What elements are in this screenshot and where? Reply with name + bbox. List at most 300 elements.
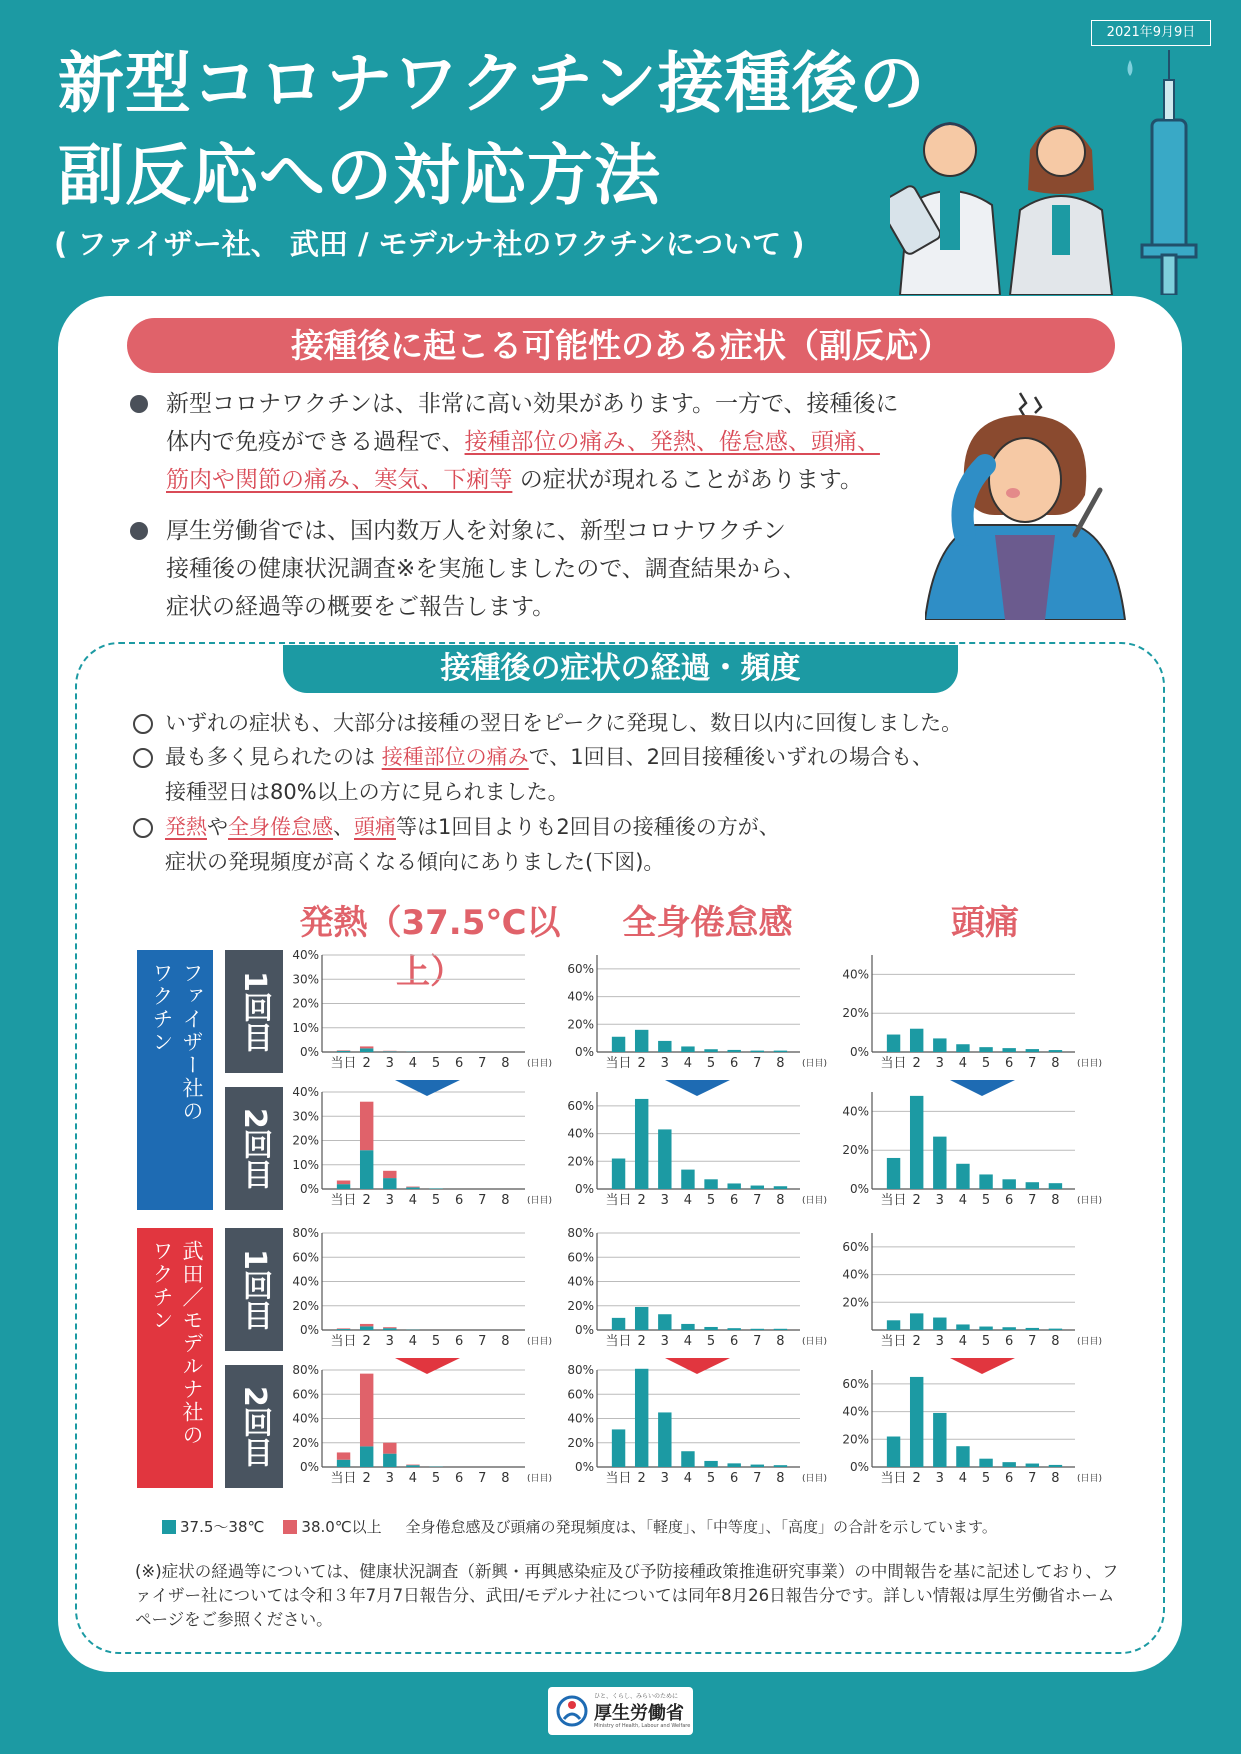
x-tick-label: 3 [385, 1193, 394, 1208]
bullet-circle-icon [133, 818, 153, 838]
x-tick-label: 7 [753, 1056, 762, 1071]
bar [1002, 1179, 1015, 1189]
y-tick-label: 10% [292, 1157, 319, 1172]
bar [658, 1129, 671, 1189]
bar-chart-9 [840, 1228, 1103, 1349]
x-tick-label: 8 [1051, 1193, 1060, 1208]
bar [1049, 1050, 1062, 1052]
y-tick-label: 20% [292, 996, 319, 1011]
x-tick-label: 当日 [330, 1334, 357, 1349]
x-tick-label: 6 [455, 1193, 464, 1208]
symptom-highlight: 接種部位の痛み [381, 745, 529, 769]
x-tick-label: 5 [981, 1056, 991, 1071]
bar-high [360, 1324, 373, 1326]
bar [727, 1050, 740, 1052]
x-tick-label: 5 [431, 1471, 441, 1486]
p2-line-c: 症状の経過等の概要をご報告します。 [166, 594, 556, 620]
x-tick-label: 8 [776, 1334, 785, 1349]
x-tick-label: 8 [776, 1193, 785, 1208]
y-tick-label: 40% [842, 1104, 869, 1119]
y-tick-label: 60% [842, 1376, 869, 1391]
x-tick-label: 当日 [605, 1334, 632, 1349]
bar [933, 1318, 946, 1330]
bar-low [360, 1446, 373, 1467]
bar-low [337, 1184, 350, 1189]
x-tick-label: 6 [730, 1056, 739, 1071]
bar-low [383, 1051, 396, 1052]
bar [887, 1035, 900, 1052]
dose-label-moderna-2: 2回目 [225, 1365, 283, 1488]
y-tick-label: 40% [292, 948, 319, 962]
bar [1026, 1049, 1039, 1052]
x-tick-label: 2 [362, 1334, 371, 1349]
x-tick-label: 5 [431, 1334, 441, 1349]
bar [704, 1179, 717, 1189]
y-tick-label: 60% [567, 961, 594, 976]
y-tick-label: 40% [567, 1411, 594, 1426]
y-tick-label: 20% [842, 1006, 869, 1021]
x-tick-label: 2 [362, 1056, 371, 1071]
x-tick-label: 3 [660, 1193, 669, 1208]
bar-low [360, 1326, 373, 1330]
x-tick-label: 当日 [605, 1056, 632, 1071]
dose-label-pfizer-2: 2回目 [225, 1087, 283, 1210]
p1-line-b: 体内で免疫ができる過程で、接種部位の痛み、発熱、倦怠感、頭痛、 [166, 429, 880, 455]
bar [635, 1099, 648, 1189]
x-unit-label: (日目) [527, 1196, 553, 1206]
y-tick-label: 20% [842, 1143, 869, 1158]
section2-heading: 接種後の症状の経過・頻度 [283, 645, 958, 693]
bar [910, 1029, 923, 1052]
bullet-circle-icon [133, 748, 153, 768]
bar-low [383, 1454, 396, 1467]
x-tick-label: 5 [431, 1056, 441, 1071]
bar [704, 1327, 717, 1330]
p2-line-a: 厚生労働省では、国内数万人を対象に、新型コロナワクチン [166, 518, 786, 544]
bar-chart-7 [290, 1226, 553, 1349]
x-tick-label: 3 [660, 1471, 669, 1486]
bar [751, 1051, 764, 1052]
y-tick-label: 80% [292, 1363, 319, 1377]
bullet-circle-icon [133, 714, 153, 734]
x-tick-label: 8 [1051, 1334, 1060, 1349]
bar-high [360, 1046, 373, 1048]
bar-chart-4 [290, 1085, 553, 1208]
mhlw-logo [548, 1687, 693, 1735]
legend-low: 37.5〜38℃ [180, 1518, 265, 1536]
x-tick-label: 2 [637, 1056, 646, 1071]
x-tick-label: 当日 [330, 1471, 357, 1486]
bar [704, 1049, 717, 1052]
bar [774, 1329, 787, 1330]
chart-title-fatigue: 全身倦怠感 [622, 903, 793, 943]
bar [681, 1451, 694, 1467]
bar [887, 1158, 900, 1189]
bar-high [337, 1328, 350, 1329]
y-tick-label: 0% [849, 1045, 869, 1059]
title-line-2: 副反応への対応方法 [58, 137, 661, 214]
x-tick-label: 4 [958, 1471, 968, 1486]
result-bullet-1: いずれの症状も、大部分は接種の翌日をピークに発現し、数日以内に回復しました。 [133, 706, 962, 741]
medical-staff-illustration [890, 40, 1210, 295]
bar-chart-6 [840, 1087, 1103, 1208]
bar [979, 1174, 992, 1189]
x-tick-label: 6 [455, 1056, 464, 1071]
y-tick-label: 20% [567, 1435, 594, 1450]
x-tick-label: 当日 [880, 1471, 907, 1486]
x-tick-label: 3 [935, 1471, 944, 1486]
x-tick-label: 2 [362, 1471, 371, 1486]
mhlw-logo-icon [556, 1695, 588, 1727]
logo-tagline: ひと、くらし、みらいのために [594, 1693, 679, 1700]
bar [887, 1320, 900, 1330]
y-tick-label: 20% [567, 1154, 594, 1169]
y-tick-label: 0% [574, 1460, 594, 1474]
x-tick-label: 3 [935, 1056, 944, 1071]
y-tick-label: 0% [574, 1182, 594, 1196]
section1-paragraph-2 [130, 512, 806, 626]
x-tick-label: 当日 [880, 1056, 907, 1071]
x-tick-label: 7 [1028, 1471, 1037, 1486]
page-title [58, 38, 926, 222]
chart-title-headache: 頭痛 [951, 903, 1019, 943]
x-tick-label: 6 [730, 1471, 739, 1486]
x-tick-label: 6 [1005, 1193, 1014, 1208]
symptom-highlight: 筋肉や関節の痛み、寒気、下痢等 [166, 467, 513, 493]
x-tick-label: 7 [1028, 1193, 1037, 1208]
bar [774, 1186, 787, 1189]
bar-high [337, 1181, 350, 1185]
y-tick-label: 0% [849, 1460, 869, 1474]
bar [727, 1463, 740, 1467]
bar-low [337, 1051, 350, 1052]
x-unit-label: (日目) [1077, 1474, 1103, 1484]
x-unit-label: (日目) [527, 1474, 553, 1484]
x-tick-label: 8 [776, 1471, 785, 1486]
y-tick-label: 60% [842, 1239, 869, 1254]
symptom-highlight: 全身倦怠感 [228, 815, 333, 839]
x-tick-label: 2 [362, 1193, 371, 1208]
title-line-1: 新型コロナワクチン接種後の [58, 45, 926, 122]
sick-woman-illustration [925, 385, 1135, 620]
x-tick-label: 4 [408, 1471, 418, 1486]
p1-line-c: 筋肉や関節の痛み、寒気、下痢等 の症状が現れることがあります。 [166, 467, 863, 493]
x-unit-label: (日目) [1077, 1196, 1103, 1206]
y-tick-label: 60% [567, 1387, 594, 1402]
x-tick-label: 当日 [605, 1471, 632, 1486]
x-tick-label: 7 [478, 1334, 487, 1349]
bar [1049, 1329, 1062, 1330]
y-tick-label: 20% [842, 1432, 869, 1447]
p1-line-a: 新型コロナワクチンは、非常に高い効果があります。一方で、接種後に [166, 391, 899, 417]
bar-chart-3 [840, 950, 1103, 1071]
y-tick-label: 60% [292, 1250, 319, 1265]
x-tick-label: 5 [431, 1193, 441, 1208]
dose-label-moderna-1: 1回目 [225, 1228, 283, 1351]
bar [1002, 1327, 1015, 1330]
bar [635, 1307, 648, 1330]
bar [635, 1369, 648, 1467]
x-tick-label: 2 [637, 1193, 646, 1208]
x-tick-label: 8 [776, 1056, 785, 1071]
bar [979, 1047, 992, 1052]
x-tick-label: 2 [637, 1471, 646, 1486]
x-unit-label: (日目) [527, 1059, 553, 1069]
bar [612, 1318, 625, 1330]
bar-low [360, 1048, 373, 1052]
y-tick-label: 40% [567, 1274, 594, 1289]
vendor-label-moderna: 武田／モデルナ社の ワクチン [137, 1228, 213, 1488]
x-tick-label: 2 [912, 1056, 921, 1071]
bar [635, 1030, 648, 1052]
y-tick-label: 80% [567, 1363, 594, 1377]
doctor-man-icon [890, 122, 1000, 295]
bar [612, 1429, 625, 1467]
bar-chart-1 [290, 948, 553, 1071]
bar [658, 1041, 671, 1052]
bar-chart-5 [565, 1087, 828, 1208]
symptom-highlight: 頭痛 [354, 815, 396, 839]
y-tick-label: 40% [567, 1126, 594, 1141]
date-label: 2021年9月9日 [1091, 20, 1211, 46]
x-tick-label: 4 [683, 1193, 693, 1208]
bar [612, 1037, 625, 1052]
symptom-highlight: 接種部位の痛み、発熱、倦怠感、頭痛、 [464, 429, 880, 455]
x-tick-label: 7 [1028, 1334, 1037, 1349]
bar [979, 1459, 992, 1467]
bar [956, 1164, 969, 1189]
doctor-woman-icon [1010, 125, 1112, 295]
y-tick-label: 20% [292, 1133, 319, 1148]
x-tick-label: 5 [706, 1471, 716, 1486]
bar [1049, 1465, 1062, 1467]
x-tick-label: 3 [935, 1334, 944, 1349]
legend-note: 全身倦怠感及び頭痛の発現頻度は、「軽度」、「中等度」、「高度」の合計を示しています。 [405, 1518, 997, 1536]
x-tick-label: 6 [1005, 1056, 1014, 1071]
x-tick-label: 6 [730, 1193, 739, 1208]
bar [1049, 1183, 1062, 1189]
x-tick-label: 4 [408, 1334, 418, 1349]
x-unit-label: (日目) [802, 1059, 828, 1069]
y-tick-label: 0% [299, 1182, 319, 1196]
bar-high [406, 1187, 419, 1188]
y-tick-label: 80% [567, 1226, 594, 1240]
x-tick-label: 3 [385, 1056, 394, 1071]
legend-swatch-low [162, 1520, 176, 1534]
y-tick-label: 0% [849, 1182, 869, 1196]
bar [658, 1314, 671, 1330]
bar [956, 1324, 969, 1330]
x-tick-label: 6 [1005, 1334, 1014, 1349]
vendor-label-pfizer: ファイザー社の ワクチン [137, 950, 213, 1210]
bar [727, 1328, 740, 1330]
bar-high [383, 1327, 396, 1328]
bar-high [337, 1452, 350, 1459]
y-tick-label: 0% [574, 1323, 594, 1337]
x-unit-label: (日目) [802, 1337, 828, 1347]
bar-high [360, 1102, 373, 1151]
y-tick-label: 60% [567, 1250, 594, 1265]
bar-low [337, 1460, 350, 1467]
bar-chart-11 [565, 1363, 828, 1486]
bar-chart-10 [290, 1363, 553, 1486]
x-tick-label: 4 [683, 1056, 693, 1071]
bar-chart-12 [840, 1365, 1103, 1486]
y-tick-label: 40% [292, 1411, 319, 1426]
bar [887, 1437, 900, 1467]
bar [681, 1170, 694, 1189]
bar [681, 1046, 694, 1052]
x-tick-label: 5 [981, 1193, 991, 1208]
result-bullet-3: 発熱や全身倦怠感、頭痛等は1回目よりも2回目の接種後の方が、 症状の発現頻度が高くなる傾向にありました(下図)。 [133, 810, 780, 880]
result-bullet-2: 最も多く見られたのは 接種部位の痛みで、1回目、2回目接種後いずれの場合も、 接種翌日は80%以上の方に見られました。 [133, 740, 933, 810]
y-tick-label: 40% [292, 1274, 319, 1289]
x-tick-label: 8 [1051, 1471, 1060, 1486]
y-tick-label: 0% [299, 1323, 319, 1337]
x-tick-label: 6 [1005, 1471, 1014, 1486]
bar-low [406, 1187, 419, 1189]
bar [658, 1412, 671, 1467]
y-tick-label: 0% [299, 1460, 319, 1474]
bar-high [406, 1465, 419, 1466]
y-tick-label: 40% [567, 989, 594, 1004]
x-tick-label: 5 [981, 1471, 991, 1486]
x-tick-label: 8 [501, 1471, 510, 1486]
x-tick-label: 7 [753, 1334, 762, 1349]
section1-paragraph-1 [130, 385, 899, 499]
x-unit-label: (日目) [1077, 1059, 1103, 1069]
bar [681, 1324, 694, 1330]
x-unit-label: (日目) [527, 1337, 553, 1347]
bar [933, 1413, 946, 1467]
bar [979, 1327, 992, 1330]
legend-high: 38.0℃以上 [301, 1518, 382, 1536]
p2-line-b: 接種後の健康状況調査※を実施しましたので、調査結果から、 [166, 556, 806, 582]
x-tick-label: 当日 [330, 1193, 357, 1208]
x-tick-label: 3 [660, 1334, 669, 1349]
logo-english: Ministry of Health, Labour and Welfare [594, 1723, 691, 1729]
legend-swatch-high [283, 1520, 297, 1534]
x-tick-label: 当日 [330, 1056, 357, 1071]
y-tick-label: 30% [292, 972, 319, 987]
y-tick-label: 40% [842, 1267, 869, 1282]
bar-high [360, 1374, 373, 1447]
x-tick-label: 5 [706, 1056, 716, 1071]
chart-title-fever: 発熱（37.5℃以上） [299, 903, 561, 992]
y-tick-label: 10% [292, 1020, 319, 1035]
x-tick-label: 3 [935, 1193, 944, 1208]
y-tick-label: 20% [567, 1298, 594, 1313]
bar [774, 1051, 787, 1052]
bar [751, 1465, 764, 1467]
x-tick-label: 4 [683, 1334, 693, 1349]
x-tick-label: 3 [385, 1334, 394, 1349]
bar [751, 1186, 764, 1189]
x-tick-label: 4 [683, 1471, 693, 1486]
y-tick-label: 20% [567, 1017, 594, 1032]
x-tick-label: 3 [385, 1471, 394, 1486]
bar [910, 1096, 923, 1189]
bar-low [360, 1150, 373, 1189]
x-tick-label: 2 [912, 1193, 921, 1208]
x-tick-label: 2 [637, 1334, 646, 1349]
bar [933, 1038, 946, 1052]
x-tick-label: 6 [455, 1471, 464, 1486]
bar-chart-2 [565, 950, 828, 1071]
symptom-highlight: 発熱 [165, 815, 207, 839]
x-tick-label: 2 [912, 1471, 921, 1486]
x-tick-label: 8 [1051, 1056, 1060, 1071]
y-tick-label: 60% [292, 1387, 319, 1402]
footnote: (※)症状の経過等については、健康状況調査（新興・再興感染症及び予防接種政策推進研究事業）の中間報告を基に記述しており、ファイザー社については令和３年7月7日報告分、武田/モデルナ社については同年8月26日報告分です。詳しい情報は厚生労働省ホームページをご参照ください。 [135, 1562, 1119, 1629]
logo-name: 厚生労働省 [594, 1703, 684, 1724]
y-tick-label: 80% [292, 1226, 319, 1240]
x-unit-label: (日目) [802, 1196, 828, 1206]
x-tick-label: 当日 [880, 1193, 907, 1208]
bullet-dot-icon [130, 395, 148, 413]
bar [704, 1461, 717, 1467]
y-tick-label: 40% [292, 1085, 319, 1099]
x-tick-label: 2 [912, 1334, 921, 1349]
x-tick-label: 当日 [605, 1193, 632, 1208]
bar [910, 1313, 923, 1330]
x-tick-label: 6 [455, 1334, 464, 1349]
bar [956, 1044, 969, 1052]
x-tick-label: 6 [730, 1334, 739, 1349]
syringe-icon [1128, 50, 1197, 295]
x-tick-label: 7 [478, 1193, 487, 1208]
y-tick-label: 30% [292, 1109, 319, 1124]
bar [956, 1446, 969, 1467]
bar [1002, 1048, 1015, 1052]
y-tick-label: 0% [574, 1045, 594, 1059]
x-tick-label: 8 [501, 1334, 510, 1349]
bar-low [406, 1465, 419, 1467]
y-tick-label: 40% [842, 967, 869, 982]
x-tick-label: 3 [660, 1056, 669, 1071]
x-tick-label: 4 [958, 1334, 968, 1349]
x-tick-label: 8 [501, 1056, 510, 1071]
bar [774, 1465, 787, 1467]
bullet-dot-icon [130, 522, 148, 540]
x-unit-label: (日目) [1077, 1337, 1103, 1347]
x-tick-label: 5 [706, 1334, 716, 1349]
x-tick-label: 当日 [880, 1334, 907, 1349]
x-tick-label: 4 [958, 1056, 968, 1071]
bar [751, 1329, 764, 1330]
y-tick-label: 0% [299, 1045, 319, 1059]
bar-high [383, 1443, 396, 1454]
x-tick-label: 8 [501, 1193, 510, 1208]
bar [612, 1159, 625, 1189]
x-tick-label: 7 [753, 1471, 762, 1486]
x-tick-label: 4 [958, 1193, 968, 1208]
x-tick-label: 7 [478, 1471, 487, 1486]
y-tick-label: 20% [292, 1298, 319, 1313]
bar-low [383, 1328, 396, 1330]
x-tick-label: 7 [478, 1056, 487, 1071]
bar [933, 1137, 946, 1189]
bar [910, 1377, 923, 1467]
dose-label-pfizer-1: 1回目 [225, 950, 283, 1073]
y-tick-label: 20% [292, 1435, 319, 1450]
bar [727, 1183, 740, 1189]
bar-high [383, 1171, 396, 1178]
y-tick-label: 60% [567, 1098, 594, 1113]
chart-legend [162, 1516, 997, 1537]
x-tick-label: 7 [753, 1193, 762, 1208]
bar [1002, 1462, 1015, 1467]
